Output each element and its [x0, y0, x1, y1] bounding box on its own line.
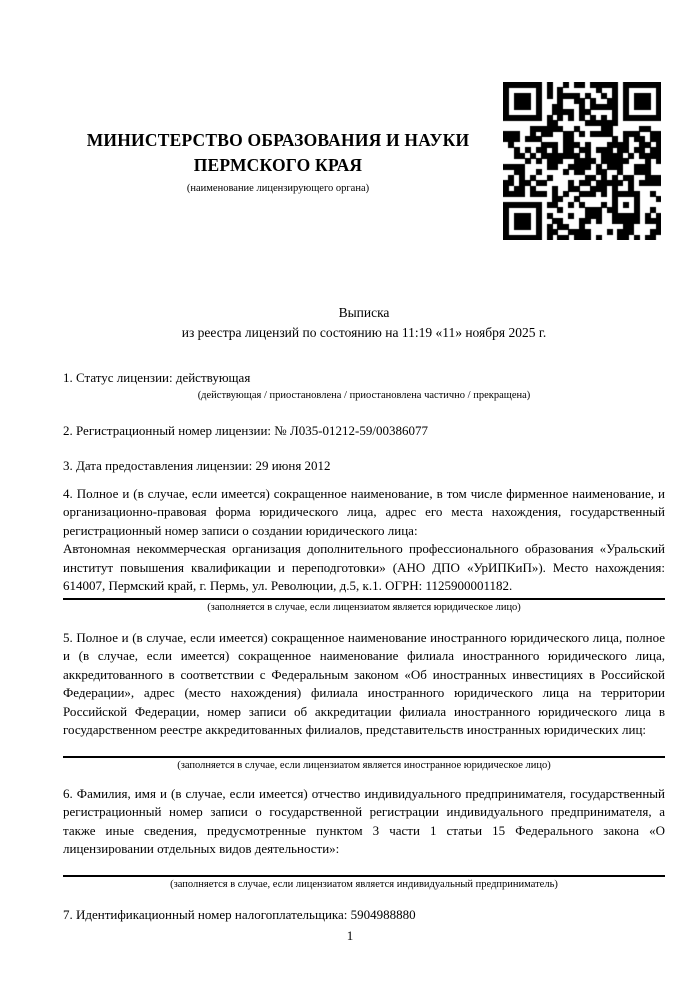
- item-license-status: [63, 369, 665, 403]
- entrepreneur-label: 6. Фамилия, имя и (в случае, если имеется) отчество индивидуального предпринимателя, государственный регистрационный номер записи о государственной регистрации индивидуального предпринимателя, а также иные сведения, предусмотренные пунктом 3 части 1 статьи 15 Федерального закона «О лицензировании отдельных видов деятельности»:: [63, 785, 665, 856]
- ministry-name-line2: ПЕРМСКОГО КРАЯ: [193, 155, 363, 175]
- ministry-header: [63, 128, 493, 196]
- item-registration-number: 2. Регистрационный номер лицензии: № Л035-01212-59/00386077: [63, 422, 429, 438]
- foreign-entity-caption: (заполняется в случае, если лицензиатом является иностранное юридическое лицо): [177, 759, 551, 771]
- page-number: 1: [346, 928, 354, 943]
- title-date-line: из реестра лицензий по состоянию на 11:19 «11» ноября 2025 г.: [181, 325, 547, 340]
- title-line: Выписка: [338, 305, 390, 320]
- qr-code: [503, 82, 661, 240]
- licensing-authority-caption: (наименование лицензирующего органа): [186, 183, 370, 194]
- item-foreign-entity: [63, 629, 665, 773]
- fill-in-line: [63, 875, 665, 877]
- ministry-name-line1: МИНИСТЕРСТВО ОБРАЗОВАНИЯ И НАУКИ: [86, 130, 470, 150]
- document-title: [63, 303, 665, 343]
- item-taxpayer-number: 7. Идентификационный номер налогоплательщика: 5904988880: [63, 906, 416, 922]
- item-individual-entrepreneur: [63, 785, 665, 892]
- legal-entity-label: 4. Полное и (в случае, если имеется) сокращенное наименование, в том числе фирменное наименование, и организационно-правовая форма юридического лица, адрес его места нахождения, государственный регистрационный номер записи о создании юридического лица:: [63, 485, 665, 538]
- entrepreneur-caption: (заполняется в случае, если лицензиатом является индивидуальный предприниматель): [170, 878, 558, 890]
- fill-in-line: [63, 756, 665, 758]
- fill-in-line: [63, 598, 665, 600]
- item-legal-entity: [63, 485, 665, 615]
- license-status-options-caption: (действующая / приостановлена / приостановлена частично / прекращена): [197, 389, 531, 401]
- legal-entity-value: Автономная некоммерческая организация дополнительного профессионального образования «Уральский институт повышения квалификации и переподготовки» (АНО ДПО «УрИПКиП»). Место нахождения: 614007, Пермский край, г. Пермь, ул. Революции, д.5, к.1. ОГРН: 1125900001182.: [63, 541, 665, 593]
- license-status-text: 1. Статус лицензии: действующая: [63, 370, 251, 385]
- legal-entity-caption: (заполняется в случае, если лицензиатом является юридическое лицо): [207, 601, 521, 613]
- item-license-grant-date: 3. Дата предоставления лицензии: 29 июня 2012: [63, 458, 331, 473]
- foreign-entity-label: 5. Полное и (в случае, если имеется) сокращенное наименование иностранного юридического лица, полное и (в случае, если имеется) сокращенное наименование филиала иностранного юридического лица, аккредитованного в соответствии с Федеральным законом «Об иностранных инвестициях в Российской Федерации», адрес (место нахождения) филиала иностранного юридического лица на территории Российской Федерации, номер записи об аккредитации филиала иностранного юридического лица в государственном реестре аккредитованных филиалов, представительств иностранных юридических лиц:: [63, 629, 665, 737]
